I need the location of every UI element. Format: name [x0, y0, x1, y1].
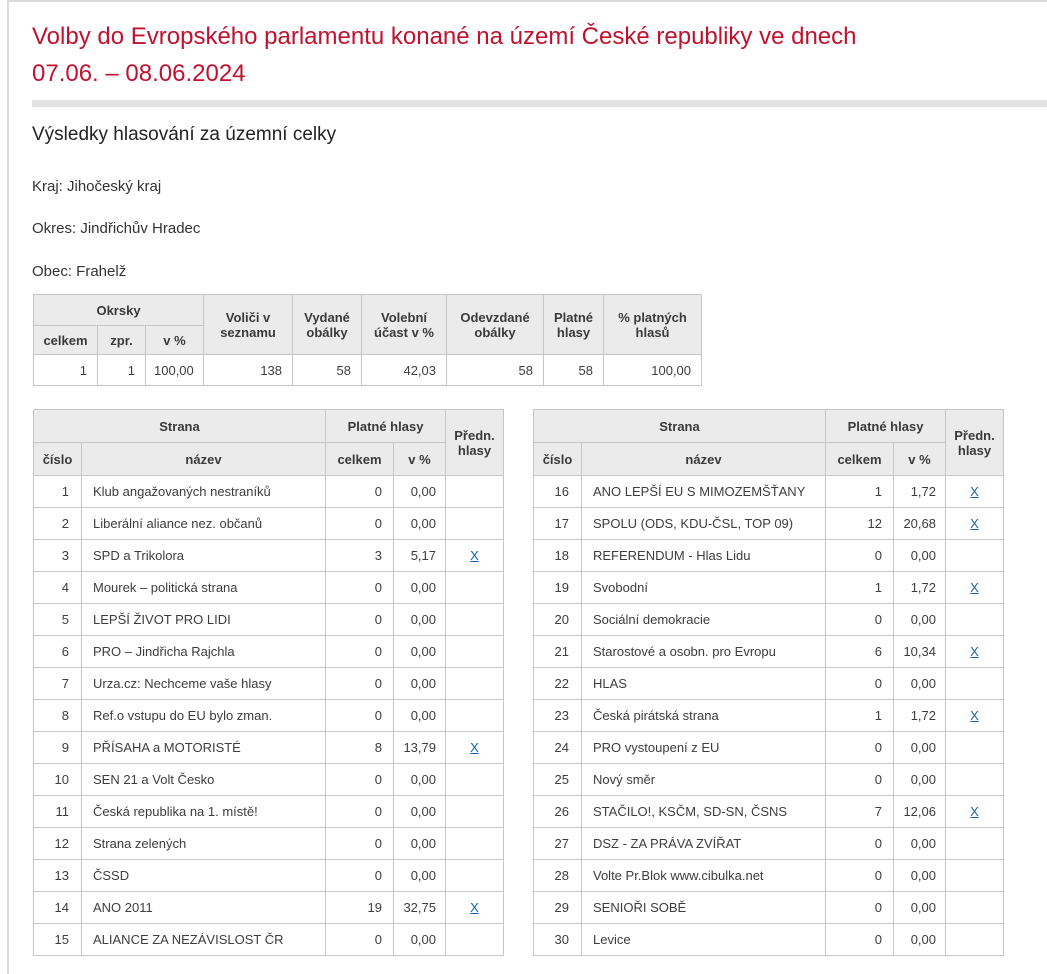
party-percent-cell: 0,00	[394, 700, 446, 732]
preferential-votes-link[interactable]: X	[970, 644, 979, 659]
party-name-cell: Nový směr	[582, 764, 826, 796]
nazev-header: název	[82, 443, 326, 476]
party-row	[34, 732, 504, 764]
party-table-left	[33, 409, 504, 956]
party-total-cell: 0	[326, 700, 394, 732]
party-number-cell: 5	[34, 604, 82, 636]
party-percent-cell: 0,00	[394, 476, 446, 508]
party-name-cell: HLAS	[582, 668, 826, 700]
party-name-cell: STAČILO!, KSČM, SD-SN, ČSNS	[582, 796, 826, 828]
strana-header: Strana	[534, 410, 826, 443]
party-percent-cell: 0,00	[894, 860, 946, 892]
party-name-cell: Liberální aliance nez. občanů	[82, 508, 326, 540]
party-percent-cell: 1,72	[894, 572, 946, 604]
vpct-header: v %	[394, 443, 446, 476]
district-label: Okres: Jindřichův Hradec	[32, 220, 201, 237]
party-name-cell: DSZ - ZA PRÁVA ZVÍŘAT	[582, 828, 826, 860]
page-title-line1: Volby do Evropského parlamentu konané na území České republiky ve dnech	[32, 23, 857, 50]
page-title	[32, 18, 1007, 92]
party-pref-cell	[446, 732, 504, 764]
title-divider	[32, 100, 1047, 107]
party-number-cell: 10	[34, 764, 82, 796]
party-pref-cell	[446, 668, 504, 700]
party-percent-cell: 0,00	[894, 604, 946, 636]
volebni-ucast-header: Volební účast v %	[362, 295, 447, 355]
region-label: Kraj: Jihočeský kraj	[32, 178, 162, 195]
party-percent-cell: 1,72	[894, 700, 946, 732]
party-percent-cell: 0,00	[894, 892, 946, 924]
party-row	[534, 732, 1004, 764]
party-percent-cell: 0,00	[894, 732, 946, 764]
party-number-cell: 30	[534, 924, 582, 956]
celkem-header: celkem	[326, 443, 394, 476]
platne-hlasy-header: Platné hlasy	[826, 410, 946, 443]
party-percent-cell: 0,00	[394, 668, 446, 700]
party-name-cell: Sociální demokracie	[582, 604, 826, 636]
party-pref-cell	[946, 572, 1004, 604]
party-pref-cell	[446, 828, 504, 860]
party-name-cell: Mourek – politická strana	[82, 572, 326, 604]
odevzdane-obalky-header: Odevzdané obálky	[447, 295, 544, 355]
okrsky-zpr-header: zpr.	[98, 326, 146, 355]
party-total-cell: 1	[826, 476, 894, 508]
party-percent-cell: 0,00	[394, 764, 446, 796]
party-number-cell: 28	[534, 860, 582, 892]
party-row	[34, 924, 504, 956]
party-row	[534, 700, 1004, 732]
party-number-cell: 26	[534, 796, 582, 828]
party-total-cell: 0	[326, 764, 394, 796]
volici-v-seznamu-header: Voliči v seznamu	[204, 295, 293, 355]
party-row	[34, 476, 504, 508]
party-number-cell: 14	[34, 892, 82, 924]
party-pref-cell	[946, 700, 1004, 732]
party-total-cell: 0	[326, 860, 394, 892]
page-title-line2: 07.06. – 08.06.2024	[32, 60, 246, 87]
party-total-cell: 0	[326, 476, 394, 508]
party-percent-cell: 13,79	[394, 732, 446, 764]
party-total-cell: 0	[326, 636, 394, 668]
party-number-cell: 9	[34, 732, 82, 764]
party-percent-cell: 0,00	[894, 540, 946, 572]
party-number-cell: 24	[534, 732, 582, 764]
party-total-cell: 0	[826, 924, 894, 956]
party-name-cell: Levice	[582, 924, 826, 956]
party-name-cell: Klub angažovaných nestraníků	[82, 476, 326, 508]
party-row	[34, 700, 504, 732]
party-row	[534, 828, 1004, 860]
party-percent-cell: 0,00	[394, 860, 446, 892]
party-percent-cell: 0,00	[894, 668, 946, 700]
party-total-cell: 0	[826, 540, 894, 572]
party-row	[34, 508, 504, 540]
party-pref-cell	[946, 604, 1004, 636]
party-number-cell: 29	[534, 892, 582, 924]
summary-table	[33, 294, 702, 386]
party-percent-cell: 10,34	[894, 636, 946, 668]
summary-value-cell: 42,03	[362, 355, 447, 386]
vydane-obalky-header: Vydané obálky	[293, 295, 362, 355]
party-row	[534, 572, 1004, 604]
party-row	[534, 476, 1004, 508]
party-total-cell: 0	[826, 668, 894, 700]
party-row	[534, 540, 1004, 572]
party-row	[534, 636, 1004, 668]
party-pref-cell	[446, 700, 504, 732]
party-total-cell: 0	[826, 828, 894, 860]
party-percent-cell: 1,72	[894, 476, 946, 508]
party-name-cell: Česká republika na 1. místě!	[82, 796, 326, 828]
party-total-cell: 0	[826, 604, 894, 636]
page-top-border	[7, 0, 1047, 2]
party-pref-cell	[946, 860, 1004, 892]
party-pref-cell	[946, 668, 1004, 700]
preferential-votes-link[interactable]: X	[970, 516, 979, 531]
party-total-cell: 0	[326, 668, 394, 700]
party-row	[34, 636, 504, 668]
summary-value-cell: 100,00	[146, 355, 204, 386]
summary-value-cell: 1	[34, 355, 98, 386]
party-name-cell: SENIOŘI SOBĚ	[582, 892, 826, 924]
party-name-cell: SEN 21 a Volt Česko	[82, 764, 326, 796]
platne-hlasy-header: Platné hlasy	[326, 410, 446, 443]
party-pref-cell	[946, 796, 1004, 828]
party-total-cell: 1	[826, 700, 894, 732]
section-subtitle: Výsledky hlasování za územní celky	[32, 124, 337, 145]
party-percent-cell: 0,00	[894, 828, 946, 860]
party-name-cell: PRO vystoupení z EU	[582, 732, 826, 764]
party-number-cell: 25	[534, 764, 582, 796]
party-number-cell: 11	[34, 796, 82, 828]
party-number-cell: 20	[534, 604, 582, 636]
party-name-cell: REFERENDUM - Hlas Lidu	[582, 540, 826, 572]
party-row	[534, 924, 1004, 956]
party-name-cell: Volte Pr.Blok www.cibulka.net	[582, 860, 826, 892]
summary-value-cell: 58	[447, 355, 544, 386]
party-percent-cell: 0,00	[894, 924, 946, 956]
party-pref-cell	[946, 476, 1004, 508]
party-pref-cell	[946, 732, 1004, 764]
party-total-cell: 19	[326, 892, 394, 924]
summary-value-cell: 58	[293, 355, 362, 386]
party-pref-cell	[946, 508, 1004, 540]
party-number-cell: 7	[34, 668, 82, 700]
party-number-cell: 22	[534, 668, 582, 700]
party-percent-cell: 0,00	[394, 604, 446, 636]
preferential-votes-link[interactable]: X	[470, 548, 479, 563]
party-row	[534, 668, 1004, 700]
preferential-votes-link[interactable]: X	[970, 708, 979, 723]
party-name-cell: Česká pirátská strana	[582, 700, 826, 732]
summary-value-cell: 1	[98, 355, 146, 386]
party-row	[534, 796, 1004, 828]
party-name-cell: Ref.o vstupu do EU bylo zman.	[82, 700, 326, 732]
party-pref-cell	[946, 764, 1004, 796]
party-row	[34, 892, 504, 924]
party-row	[34, 828, 504, 860]
page-left-border	[7, 0, 9, 974]
party-row	[34, 572, 504, 604]
party-number-cell: 19	[534, 572, 582, 604]
party-number-cell: 16	[534, 476, 582, 508]
party-percent-cell: 0,00	[394, 636, 446, 668]
party-total-cell: 1	[826, 572, 894, 604]
party-pref-cell	[446, 540, 504, 572]
party-pref-cell	[446, 476, 504, 508]
party-number-cell: 21	[534, 636, 582, 668]
party-total-cell: 0	[826, 732, 894, 764]
preferential-votes-link[interactable]: X	[970, 804, 979, 819]
party-pref-cell	[446, 636, 504, 668]
party-total-cell: 0	[326, 572, 394, 604]
party-number-cell: 27	[534, 828, 582, 860]
party-total-cell: 0	[326, 924, 394, 956]
party-row	[534, 604, 1004, 636]
vpct-header: v %	[894, 443, 946, 476]
party-name-cell: ALIANCE ZA NEZÁVISLOST ČR	[82, 924, 326, 956]
preferential-votes-link[interactable]: X	[970, 580, 979, 595]
party-row	[534, 892, 1004, 924]
party-total-cell: 3	[326, 540, 394, 572]
party-name-cell: ANO 2011	[82, 892, 326, 924]
party-number-cell: 18	[534, 540, 582, 572]
platne-hlasy-header: Platné hlasy	[544, 295, 604, 355]
party-pref-cell	[446, 572, 504, 604]
party-name-cell: SPOLU (ODS, KDU-ČSL, TOP 09)	[582, 508, 826, 540]
cislo-header: číslo	[34, 443, 82, 476]
party-name-cell: ANO LEPŠÍ EU S MIMOZEMŠŤANY	[582, 476, 826, 508]
party-number-cell: 2	[34, 508, 82, 540]
celkem-header: celkem	[826, 443, 894, 476]
predn-hlasy-header: Předn. hlasy	[946, 410, 1004, 476]
nazev-header: název	[582, 443, 826, 476]
summary-value-cell: 100,00	[604, 355, 702, 386]
party-name-cell: Svobodní	[582, 572, 826, 604]
party-percent-cell: 0,00	[394, 572, 446, 604]
party-percent-cell: 12,06	[894, 796, 946, 828]
party-pref-cell	[946, 828, 1004, 860]
party-percent-cell: 0,00	[394, 796, 446, 828]
party-pref-cell	[446, 604, 504, 636]
party-name-cell: LEPŠÍ ŽIVOT PRO LIDI	[82, 604, 326, 636]
party-pref-cell	[946, 636, 1004, 668]
party-pref-cell	[446, 764, 504, 796]
party-name-cell: Urza.cz: Nechceme vaše hlasy	[82, 668, 326, 700]
summary-row	[34, 355, 702, 386]
party-total-cell: 0	[826, 764, 894, 796]
party-row	[34, 668, 504, 700]
party-total-cell: 0	[326, 828, 394, 860]
party-name-cell: SPD a Trikolora	[82, 540, 326, 572]
preferential-votes-link[interactable]: X	[470, 900, 479, 915]
strana-header: Strana	[34, 410, 326, 443]
party-number-cell: 13	[34, 860, 82, 892]
cislo-header: číslo	[534, 443, 582, 476]
party-table-right	[533, 409, 1004, 956]
party-pref-cell	[446, 796, 504, 828]
party-number-cell: 12	[34, 828, 82, 860]
party-percent-cell: 0,00	[394, 508, 446, 540]
party-number-cell: 17	[534, 508, 582, 540]
party-total-cell: 0	[826, 892, 894, 924]
preferential-votes-link[interactable]: X	[970, 484, 979, 499]
party-percent-cell: 5,17	[394, 540, 446, 572]
party-row	[534, 764, 1004, 796]
okrsky-celkem-header: celkem	[34, 326, 98, 355]
party-row	[534, 860, 1004, 892]
party-pref-cell	[946, 924, 1004, 956]
party-name-cell: PŘÍSAHA a MOTORISTÉ	[82, 732, 326, 764]
party-number-cell: 15	[34, 924, 82, 956]
party-percent-cell: 0,00	[394, 924, 446, 956]
okrsky-header: Okrsky	[34, 295, 204, 326]
party-total-cell: 0	[326, 796, 394, 828]
party-pref-cell	[946, 540, 1004, 572]
party-pref-cell	[446, 924, 504, 956]
party-total-cell: 12	[826, 508, 894, 540]
party-total-cell: 7	[826, 796, 894, 828]
party-name-cell: PRO – Jindřicha Rajchla	[82, 636, 326, 668]
party-percent-cell: 0,00	[394, 828, 446, 860]
party-pref-cell	[446, 508, 504, 540]
party-number-cell: 3	[34, 540, 82, 572]
party-row	[34, 860, 504, 892]
party-number-cell: 6	[34, 636, 82, 668]
party-total-cell: 0	[326, 508, 394, 540]
party-row	[534, 508, 1004, 540]
party-name-cell: Starostové a osobn. pro Evropu	[582, 636, 826, 668]
summary-value-cell: 58	[544, 355, 604, 386]
party-row	[34, 796, 504, 828]
party-total-cell: 8	[326, 732, 394, 764]
party-name-cell: Strana zelených	[82, 828, 326, 860]
party-total-cell: 6	[826, 636, 894, 668]
predn-hlasy-header: Předn. hlasy	[446, 410, 504, 476]
party-pref-cell	[946, 892, 1004, 924]
party-number-cell: 1	[34, 476, 82, 508]
party-name-cell: ČSSD	[82, 860, 326, 892]
party-percent-cell: 20,68	[894, 508, 946, 540]
party-row	[34, 540, 504, 572]
okrsky-vpct-header: v %	[146, 326, 204, 355]
party-number-cell: 8	[34, 700, 82, 732]
pct-platnych-header: % platných hlasů	[604, 295, 702, 355]
party-percent-cell: 32,75	[394, 892, 446, 924]
party-number-cell: 4	[34, 572, 82, 604]
party-row	[34, 764, 504, 796]
party-pref-cell	[446, 892, 504, 924]
party-total-cell: 0	[826, 860, 894, 892]
preferential-votes-link[interactable]: X	[470, 740, 479, 755]
summary-value-cell: 138	[204, 355, 293, 386]
party-row	[34, 604, 504, 636]
party-number-cell: 23	[534, 700, 582, 732]
party-total-cell: 0	[326, 604, 394, 636]
party-pref-cell	[446, 860, 504, 892]
party-percent-cell: 0,00	[894, 764, 946, 796]
municipality-label: Obec: Frahelž	[32, 263, 127, 280]
